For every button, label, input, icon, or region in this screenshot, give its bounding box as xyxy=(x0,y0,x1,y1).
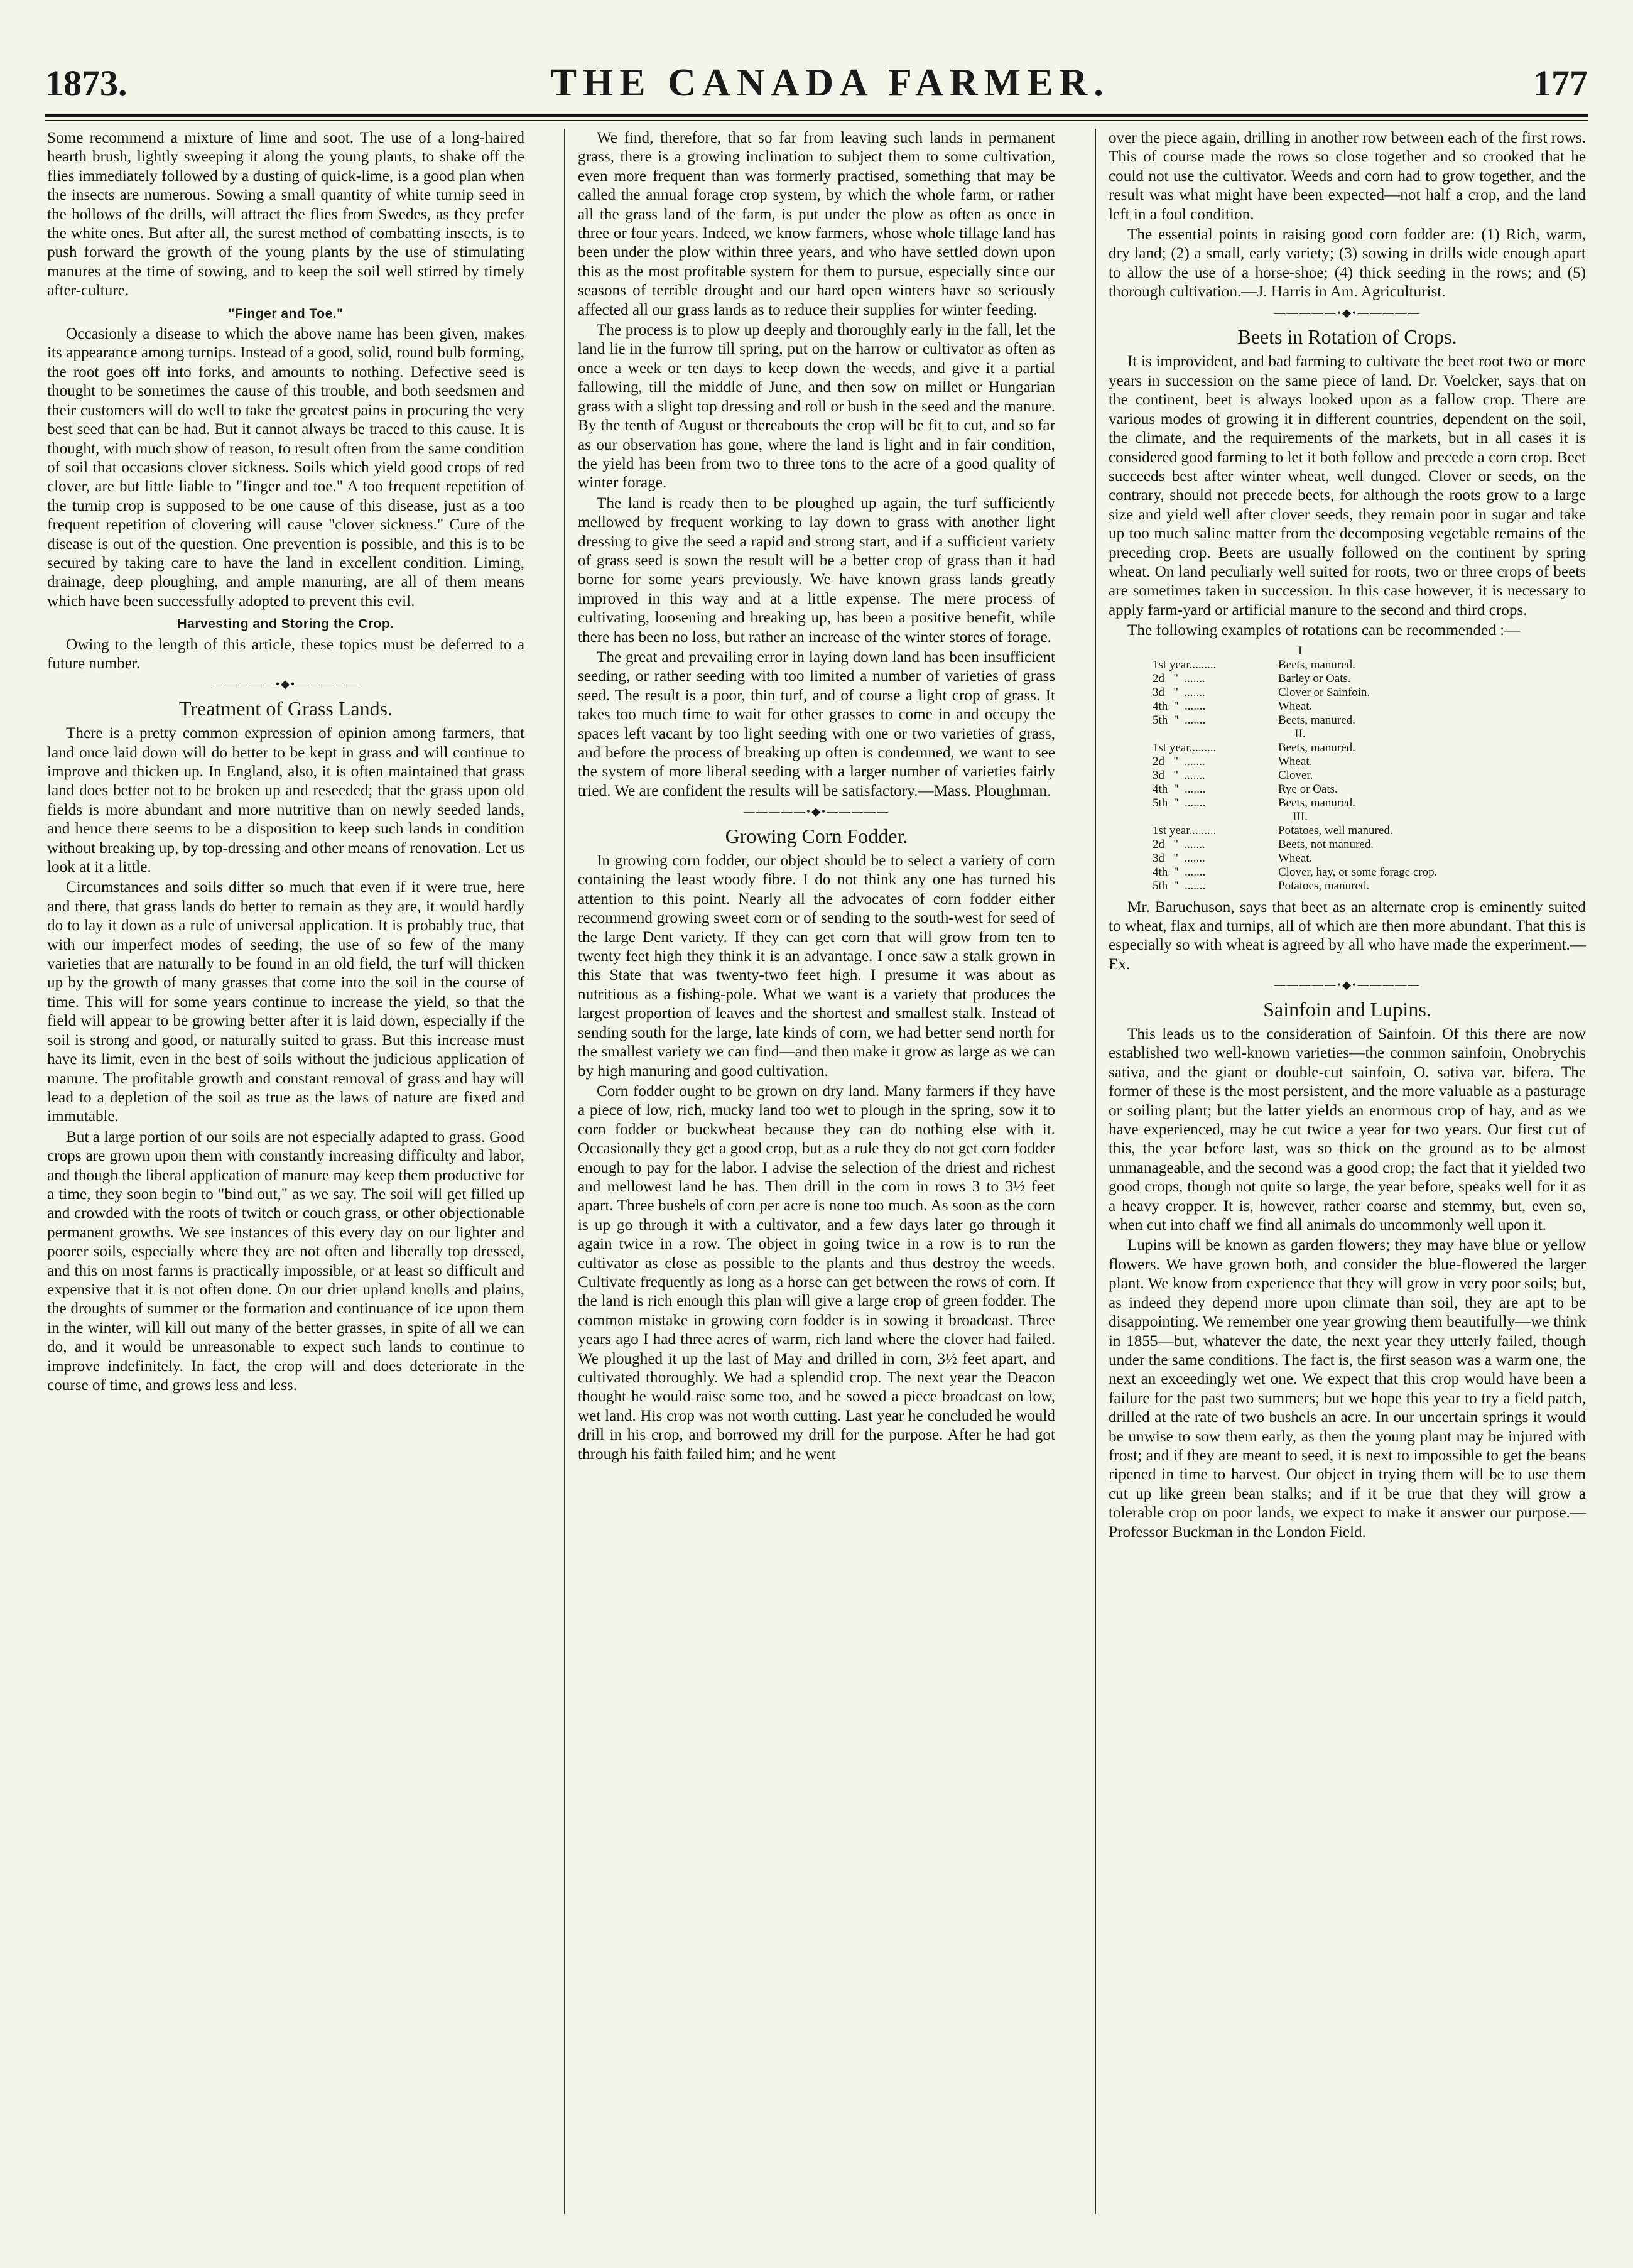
article-paragraph: Circumstances and soils differ so much that even if it were true, here and there, that grass lands do better to remain as they are, it would hardly do to lay it down as a rule of universal application. It is probably true, that with our imperfect modes of seeding, the use of so few of the many varieties that are naturally to be found in an old field, the turf will thicken up by the growth of many grasses that come into the soil in the course of time. This will for some years continue to increase the yield, so that the field will appear to be growing better after it is laid down, especially if the soil is strong and good, or naturally suited to grass. But this increase must have its limit, even in the best of soils without the judicious application of manure. The profitable growth and constant removal of grass and hay will lead to a depletion of the soil as true as the laws of nature are fixed and immutable. xyxy=(47,879,524,1126)
rotation-crop: Barley or Oats. xyxy=(1278,671,1351,685)
article-paragraph: The following examples of rotations can be recommended :— xyxy=(1127,622,1521,639)
rotation-crop: Potatoes, manured. xyxy=(1278,879,1370,893)
column-2 xyxy=(578,129,1055,2220)
rotation-year: 3d " ....... xyxy=(1153,851,1205,865)
rotation-row xyxy=(1153,769,1586,783)
article-heading: Sainfoin and Lupins. xyxy=(1263,997,1431,1021)
rotation-crop: Clover, hay, or some forage crop. xyxy=(1278,865,1438,879)
rotation-row xyxy=(1153,700,1586,713)
rotation-crop: Clover or Sainfoin. xyxy=(1278,685,1370,699)
rotation-row xyxy=(1153,865,1586,879)
article-paragraph: There is a pretty common expression of opinion among farmers, that land once laid down will do better to be kept in grass and will continue to improve and thicken up. In England, also, it is often maintained that grass land does better not to be broken up and reseeded; that the grass upon old fields is more abundant and more nutritive than on newly seeded lands, and hence there seems to be a disposition to keep such lands in condition without breaking up, by top-dressing and other means of renovation. Let us look at it a little. xyxy=(47,725,524,876)
rotation-crop: Clover. xyxy=(1278,768,1313,782)
rotation-year: 2d " ....... xyxy=(1153,837,1205,851)
rotation-row xyxy=(1153,672,1586,686)
issue-year: 1873. xyxy=(45,62,127,104)
article-paragraph: But a large portion of our soils are not especially adapted to grass. Good crops are grown upon them with constantly increasing difficulty and labor, and though the liberal application of manure may keep them productive for a time, they soon begin to "bind out," as we say. The soil will get filled up and crowded with the roots of twitch or couch grass, or other objectionable permanent growths. We see instances of this every day on our lighter and poorer soils, especially where they are not often and liberally top dressed, and this on most farms is practically impossible, or at least so difficult and expensive that it is not often done. On our drier upland knolls and plains, the droughts of summer or the formation and continuance of ice upon them in the winter, will kill out many of the better grasses, in spite of all we can do, and it would be unreasonable to expect such lands to continue to improve indefinitely. In fact, the crop will and does deteriorate in the course of time, and grows less and less. xyxy=(47,1128,524,1394)
article-paragraph: The great and prevailing error in laying down land has been insufficient seeding, or rather seeding with too limited a number of varieties of grass seed. The result is a poor, thin turf, and of course a light crop of grass. It takes too much time to wait for other grasses to come in and occupy the spaces left vacant by too light seeding with one or two varieties of grass, and before the process of breaking up often is condemned, we want to see the system of more liberal seeding with a larger number of varieties fairly tried. We are confident the results will be satisfactory.—Mass. Ploughman. xyxy=(578,648,1055,800)
rotation-crop: Wheat. xyxy=(1278,851,1313,865)
rotation-row xyxy=(1153,783,1586,796)
page-number: 177 xyxy=(1533,62,1588,104)
rotation-crop: Wheat. xyxy=(1278,699,1313,713)
article-heading: Growing Corn Fodder. xyxy=(725,824,908,847)
rotation-row xyxy=(1153,796,1586,810)
rotation-year: 4th " ....... xyxy=(1153,782,1206,796)
rotation-row xyxy=(1153,838,1586,852)
article-paragraph: The essential points in raising good corn fodder are: (1) Rich, warm, dry land; (2) a small, early variety; (3) sowing in drills wide enough apart to allow the use of a horse-shoe; (4) thick seeding in the rows; and (5) thorough cultivation.—J. Harris in Am. Agriculturist. xyxy=(1109,226,1586,301)
article-paragraph: It is improvident, and bad farming to cultivate the beet root two or more years in succession on the same piece of land. Dr. Voelcker, says that on the continent, beet is always looked upon as a fallow crop. There are various modes of growing it in different countries, dependent on the soil, the climate, and the requirements of the markets, but in all cases it is considered good farming to let it both follow and precede a corn crop. Beet succeeds best after winter wheat, well dunged. Clover or seeds, on the contrary, should not precede beets, for although the roots grow to a large size and yield well after clover seeds, they remain poor in sugar and take up too much saline matter from the decomposing vegetable remains of the preceding crop. Beets are usually followed on the continent by spring wheat. On land peculiarly well suited for roots, two or three crops of beets are sometimes taken in succession. In this case however, it is necessary to apply farm-yard or artificial manure to the second and third crops. xyxy=(1109,353,1586,619)
rotation-crop: Beets, not manured. xyxy=(1278,837,1374,851)
article-heading: Treatment of Grass Lands. xyxy=(178,697,393,720)
rotation-number: III. xyxy=(1293,810,1308,823)
rotation-year: 1st year......... xyxy=(1153,823,1217,837)
rotation-year: 5th " ....... xyxy=(1153,879,1206,893)
article-paragraph: over the piece again, drilling in another row between each of the first rows. This of course made the rows so close together and so crooked that he could not use the cultivator. Weeds and corn had to grow together, and the result was what might have been expected—not half a crop, and the land left in a foul condition. xyxy=(1109,129,1586,223)
rotation-crop: Beets, manured. xyxy=(1278,713,1355,727)
rotation-year: 2d " ....... xyxy=(1153,754,1205,768)
article-paragraph: Owing to the length of this article, these topics must be deferred to a future number. xyxy=(47,636,524,672)
rotation-crop: Wheat. xyxy=(1278,754,1313,768)
rotation-row xyxy=(1153,852,1586,865)
rotation-crop: Beets, manured. xyxy=(1278,741,1355,754)
article-paragraph: Some recommend a mixture of lime and soot. The use of a long-haired hearth brush, lightly sweeping it along the young plants, to shake off the flies immediately followed by a dusting of quick-lime, is a good plan when the insects are numerous. Sowing a small quantity of white turnip seed in the hollows of the drills, will attract the flies from Swedes, as they prefer the white ones. But after all, the surest method of combatting insects, is to push forward the growth of the young plants by the use of stimulating manures at the time of sowing, and to keep the soil well stirred by timely after-culture. xyxy=(47,129,524,300)
rotation-row xyxy=(1153,879,1586,893)
rotation-crop: Beets, manured. xyxy=(1278,658,1355,671)
rotation-row xyxy=(1153,755,1586,769)
rotation-crop: Beets, manured. xyxy=(1278,796,1355,810)
rotation-year: 4th " ....... xyxy=(1153,865,1206,879)
rotation-row xyxy=(1153,686,1586,700)
rotation-crop: Rye or Oats. xyxy=(1278,782,1338,796)
rotation-table xyxy=(1153,644,1586,893)
rotation-row xyxy=(1153,713,1586,727)
article-paragraph: This leads us to the consideration of Sainfoin. Of this there are now established two well-known varieties—the common sainfoin, Onobrychis sativa, and the giant or double-cut sainfoin, O. sativa var. bifera. The former of these is the most persistent, and the more valuable as a pasturage or soiling plant; but the latter yields an enormous crop of hay, and as we have experienced, may be cut twice a year for two years. Our first cut of this, the year before last, was so thick on the ground as to be almost unmanageable, and the second was a good crop; the fact that it yielded two good crops, though not quite so large, the year before, speaks well for it as a heavy cropper. It is, however, rather coarse and stemmy, but, even so, when cut into chaff we find all animals do uncommonly well upon it. xyxy=(1109,1026,1586,1234)
article-paragraph: We find, therefore, that so far from leaving such lands in permanent grass, there is a growing inclination to subject them to some cultivation, even more frequent than was formerly practised, something that may be called the annual forage crop system, by which the whole farm, or rather all the grass land of the farm, is put under the plow as often as once in three or four years. Indeed, we know farmers, whose whole tillage land has been under the plow within three years, and who have settled down upon this as the most profitable system for them to pursue, especially since our seasons of terrible drought and our hard open winters have so seriously affected all our grass lands as to reduce their supplies for winter feeding. xyxy=(578,129,1055,318)
rotation-row xyxy=(1153,658,1586,672)
article-heading: Beets in Rotation of Crops. xyxy=(1237,325,1457,349)
rotation-row xyxy=(1153,741,1586,755)
masthead-rule xyxy=(45,114,1588,117)
article-paragraph: Occasionly a disease to which the above name has been given, makes its appearance among turnips. Instead of a good, solid, round bulb forming, the root goes off into forks, and amounts to nothing. Defective seed is thought to be sometimes the cause of this trouble, and both seedsmen and their customers will do well to take the greatest pains in procuring the very best seed that can be had. But it cannot always be traced to this cause. It is thought, with much show of reason, to result often from the same condition of soil that occasions clover sickness. Soils which yield good crops of red clover, are but little liable to "finger and toe." A too frequent repetition of the turnip crop is supposed to be one cause of this disease, just as a too frequent repetition of clovering will cause "clover sickness." Cure of the disease is out of the question. One prevention is possible, and this is to be secured by taking care to have the land in excellent condition. Liming, drainage, deep ploughing, and ample manuring, are all of them means which have been successfully adopted to prevent this evil. xyxy=(47,325,524,610)
column-1 xyxy=(47,129,524,2220)
rotation-year: 3d " ....... xyxy=(1153,685,1205,699)
section-separator xyxy=(1109,975,1586,994)
section-separator xyxy=(1109,303,1586,322)
rotation-year: 3d " ....... xyxy=(1153,768,1205,782)
column-divider xyxy=(1095,129,1096,2214)
section-separator xyxy=(578,802,1055,821)
article-paragraph: Corn fodder ought to be grown on dry land. Many farmers if they have a piece of low, rich, mucky land too wet to plough in the spring, sow it to corn fodder or buckwheat because they can do nothing else with it. Occasionally they get a good crop, but as a rule they do not get corn fodder enough to pay for the labor. I advise the selection of the driest and richest and mellowest land he has. Then drill in the corn in rows 3 to 3½ feet apart. Three bushels of corn per acre is none too much. As soon as the corn is up go through it with a cultivator, and a few days later go through it again twice in a row. The object in going twice in a row is to run the cultivator as close as possible to the plants and thus destroy the weeds. Cultivate frequently as long as a horse can get between the rows of corn. If the land is rich enough this plan will give a large crop of green fodder. The common mistake in growing corn fodder is in sowing it broadcast. Three years ago I had three acres of warm, rich land where the clover had failed. We ploughed it up the last of May and drilled in corn, 3½ feet apart, and cultivated thoroughly. We had a splendid crop. The next year the Deacon thought he would raise some too, and he sowed a piece broadcast on low, wet land. His crop was not worth cutting. Last year he concluded he would drill in his crop, and borrowed my drill for the purpose. After he had got through his faith failed him; and he went xyxy=(578,1082,1055,1463)
newspaper-title: THE CANADA FARMER. xyxy=(550,61,1110,104)
section-subhead: "Finger and Toe." xyxy=(228,306,344,321)
rotation-year: 2d " ....... xyxy=(1153,671,1205,685)
rotation-year: 5th " ....... xyxy=(1153,796,1206,810)
column-3 xyxy=(1109,129,1586,2220)
rotation-year: 1st year......... xyxy=(1153,741,1217,754)
section-subhead: Harvesting and Storing the Crop. xyxy=(177,617,394,632)
article-paragraph: The process is to plow up deeply and thoroughly early in the fall, let the land lie in the furrow till spring, put on the harrow or cultivator as often as once a week or ten days to keep down the weeds, and give it a partial fallowing, till the middle of June, and then sow on millet or Hungarian grass with a slight top dressing and roll or bush in the seed and the manure. By the tenth of August or thereabouts the crop will be fit to cut, and so far as our observation has gone, where the land is light and in fair condition, the yield has been from two to three tons to the acre of a good quality of winter forage. xyxy=(578,322,1055,492)
rotation-row xyxy=(1153,824,1586,838)
rotation-year: 5th " ....... xyxy=(1153,713,1206,727)
masthead xyxy=(45,58,1588,108)
section-separator xyxy=(47,675,524,693)
article-paragraph: The land is ready then to be ploughed up again, the turf sufficiently mellowed by frequent working to lay down to grass with another light dressing to give the seed a rapid and strong start, and if a sufficient variety of grass seed is sown the result will be a better crop of grass than it had borne for some years previously. We have known grass lands greatly improved in this way and at a little expense. The mere process of cultivating, loosening and breaking up, has been a positive benefit, while there has been no loss, but rather an increase of the winter stores of forage. xyxy=(578,494,1055,646)
rotation-crop: Potatoes, well manured. xyxy=(1278,823,1393,837)
rotation-year: 1st year......... xyxy=(1153,658,1217,671)
rotation-number: I xyxy=(1298,644,1303,658)
masthead-rule-thin xyxy=(45,120,1588,121)
rotation-year: 4th " ....... xyxy=(1153,699,1206,713)
article-paragraph: Lupins will be known as garden flowers; they may have blue or yellow flowers. We have grown both, and consider the blue-flowered the larger plant. We know from experience that they will grow in very poor soils; but, as indeed they depend more upon climate than soil, they are apt to be disappointing. We remember one year growing them beautifully—we think in 1855—but, whatever the date, the next year they utterly failed, though under the same conditions. The fact is, the first season was a warm one, the next an exceedingly wet one. We expect that this crop would have been a failure for the past two summers; but we hope this year to try a field patch, drilled at the rate of two bushels an acre. In our uncertain springs it would be unwise to sow them early, as then the young plant may be injured with frost; and if they are meant to seed, it is next to impossible to get the beans ripened in time to harvest. Our object in trying them will be to use them cut up like green bean stalks; and if it be true that they will grow a tolerable crop on poor lands, we expect to make it answer our purpose.—Professor Buckman in the London Field. xyxy=(1109,1237,1586,1541)
article-paragraph: Mr. Baruchuson, says that beet as an alternate crop is eminently suited to wheat, flax and turnips, all of which are then more abundant. That this is especially so with wheat is agreed by all who have made the experiment.—Ex. xyxy=(1109,898,1586,973)
rotation-number: II. xyxy=(1294,727,1306,741)
column-divider xyxy=(564,129,565,2214)
article-paragraph: In growing corn fodder, our object should be to select a variety of corn containing the least woody fibre. I do not think any one has turned his attention to this point. Nearly all the advocates of corn fodder either recommend growing sweet corn or of sending to the south-west for seed of the large Dent variety. If they can get corn that will grow from ten to twenty feet high they think it is an advantage. I once saw a stalk grown in this State that was twenty-two feet high. I presume it was about as nutritious as a fishing-pole. What we want is a variety that produces the largest proportion of leaves and the shortest and smallest stalk. Instead of sending south for the large, late kinds of corn, we had better send north for the smallest variety we can find—and then make it grow as large as we can by high manuring and good cultivation. xyxy=(578,852,1055,1080)
